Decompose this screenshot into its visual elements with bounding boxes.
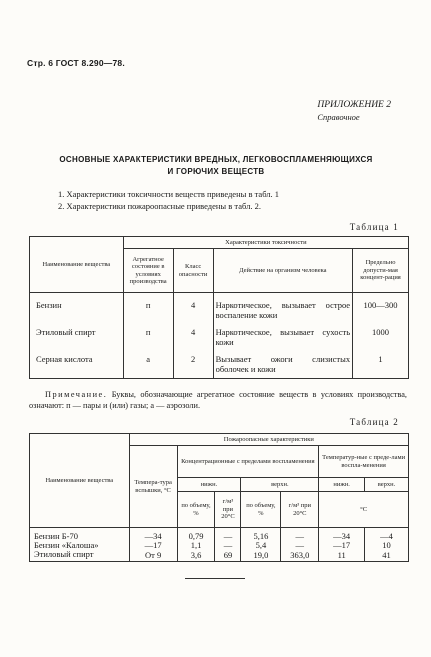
sub-lower-temp-header: нижн. <box>319 478 365 492</box>
cell-lower-gm3: 69 <box>215 550 241 562</box>
cell-lower-gm3: — <box>215 541 241 550</box>
col-flash-header: Темпера-тура вспышки, °С <box>129 446 177 528</box>
cell-limit: 1 <box>353 351 409 379</box>
cell-upper-gm3: — <box>281 528 319 542</box>
table-toxicity <box>29 236 409 379</box>
document-title <box>30 154 402 178</box>
cell-upper-vol: 5,16 <box>241 528 281 542</box>
cell-upper-vol: 5,4 <box>241 541 281 550</box>
cell-name: Этиловый спирт <box>30 324 124 351</box>
group-header: Характеристики токсичности <box>123 237 408 249</box>
cell-temp-upper: 10 <box>365 541 409 550</box>
title-line-2: И ГОРЮЧИХ ВЕЩЕСТВ <box>167 167 265 176</box>
end-rule <box>185 578 245 579</box>
cell-lower-vol: 3,6 <box>177 550 215 562</box>
appendix-label <box>317 100 391 122</box>
intro-item: 2. Характеристики пожароопасные приведены в табл. 2. <box>58 201 261 211</box>
table1-caption: Таблица 1 <box>349 222 399 232</box>
cell-name: Бензин Б-70 <box>30 528 130 542</box>
cell-temp-upper: —4 <box>365 528 409 542</box>
col-name-header: Наименование вещества <box>30 237 124 293</box>
table-fire-hazard <box>29 433 409 562</box>
cell-action: Наркотическое, вызывает сухость кожи <box>213 324 353 351</box>
cell-temp-lower: 11 <box>319 550 365 562</box>
cell-upper-gm3: 363,0 <box>281 550 319 562</box>
cell-limit: 1000 <box>353 324 409 351</box>
appendix-ref: Справочное <box>317 112 360 122</box>
col-limit-header: Предельно допусти-мая концент-рация <box>353 249 409 293</box>
group-header: Пожароопасные характеристики <box>129 434 408 446</box>
table-row <box>30 351 409 379</box>
cell-lower-vol: 1,1 <box>177 541 215 550</box>
cell-class: 4 <box>173 293 213 325</box>
page-header: Стр. 6 ГОСТ 8.290—78. <box>27 58 125 68</box>
col-name-header: Наименование вещества <box>30 434 130 528</box>
unit-gm3-lower: г/м³ при 20°С <box>215 492 241 528</box>
appendix-title: ПРИЛОЖЕНИЕ 2 <box>317 100 391 110</box>
table1-note <box>29 389 407 411</box>
note-label: Примечание. <box>45 390 108 399</box>
sub-lower-header: нижн. <box>177 478 241 492</box>
cell-name: Серная кислота <box>30 351 124 379</box>
table-row <box>30 324 409 351</box>
table-row <box>30 550 409 562</box>
cell-name: Бензин «Калоша» <box>30 541 130 550</box>
table2-caption: Таблица 2 <box>349 417 399 427</box>
unit-c: °С <box>319 492 409 528</box>
cell-class: 2 <box>173 351 213 379</box>
cell-flash: —17 <box>129 541 177 550</box>
table-row <box>30 293 409 325</box>
cell-limit: 100—300 <box>353 293 409 325</box>
intro-text <box>58 188 279 212</box>
cell-lower-vol: 0,79 <box>177 528 215 542</box>
cell-state: п <box>123 293 173 325</box>
cell-lower-gm3: — <box>215 528 241 542</box>
unit-vol-lower: по объему, % <box>177 492 215 528</box>
cell-flash: От 9 <box>129 550 177 562</box>
intro-item: 1. Характеристики токсичности веществ приведены в табл. 1 <box>58 189 280 199</box>
cell-upper-vol: 19,0 <box>241 550 281 562</box>
cell-action: Наркотическое, вызывает острое воспаление кожи <box>213 293 353 325</box>
cell-state: а <box>123 351 173 379</box>
note-text: Буквы, обозначающие агрегатное состояние веществ в условиях производства, означают: п — пары и (или) газы; а — аэрозоли. <box>29 390 407 410</box>
cell-class: 4 <box>173 324 213 351</box>
sub-upper-header: верхн. <box>241 478 319 492</box>
cell-temp-lower: —17 <box>319 541 365 550</box>
cell-name: Этиловый спирт <box>30 550 130 562</box>
cell-state: п <box>123 324 173 351</box>
col-class-header: Класс опасности <box>173 249 213 293</box>
col-action-header: Действие на организм человека <box>213 249 353 293</box>
cell-name: Бензин <box>30 293 124 325</box>
sub-upper-temp-header: верхн. <box>365 478 409 492</box>
cell-flash: —34 <box>129 528 177 542</box>
table-row <box>30 528 409 542</box>
col-conc-header: Концентрационные с пределами воспламенения <box>177 446 319 478</box>
unit-vol-upper: по объему, % <box>241 492 281 528</box>
cell-temp-lower: —34 <box>319 528 365 542</box>
cell-upper-gm3: — <box>281 541 319 550</box>
unit-gm3-upper: г/м³ при 20°С <box>281 492 319 528</box>
col-temp-header: Температур-ные с преде-лами воспла-менения <box>319 446 409 478</box>
title-line-1: ОСНОВНЫЕ ХАРАКТЕРИСТИКИ ВРЕДНЫХ, ЛЕГКОВОСПЛАМЕНЯЮЩИХСЯ <box>59 155 373 164</box>
cell-temp-upper: 41 <box>365 550 409 562</box>
cell-action: Вызывает ожоги слизистых оболочек и кожи <box>213 351 353 379</box>
col-state-header: Агрегатное состояние в условиях производства <box>123 249 173 293</box>
